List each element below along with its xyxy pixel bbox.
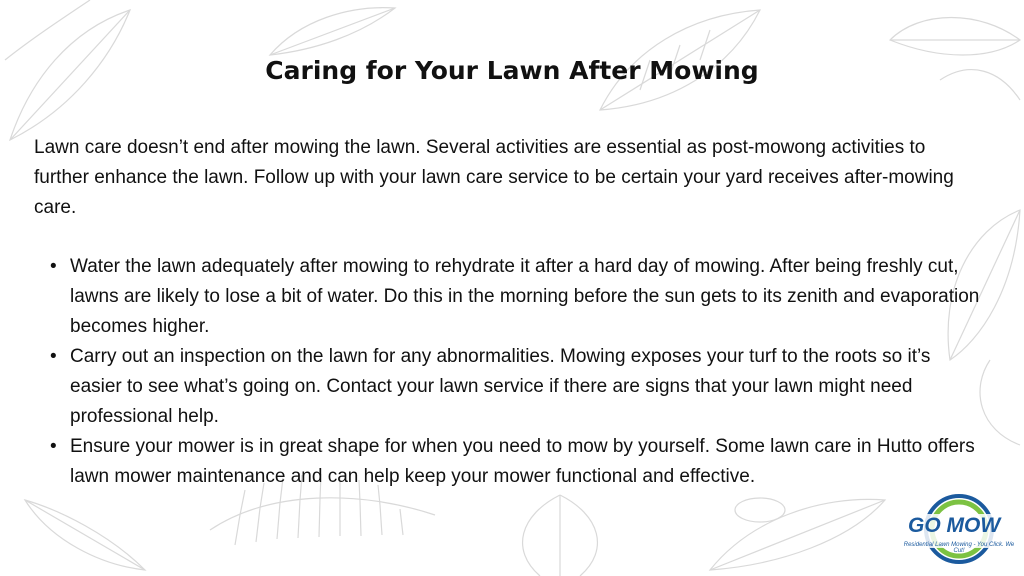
gomow-logo	[900, 494, 1018, 564]
list-item	[44, 342, 984, 432]
list-item-text: Water the lawn adequately after mowing to rehydrate it after a hard day of mowing. After being freshly cut, lawns are likely to lose a bit of water. Do this in the morning before the sun gets to its zenith and evaporation becomes higher.	[70, 256, 980, 337]
bullet-icon: •	[50, 256, 57, 277]
leaf-outline-bottom-center	[500, 490, 620, 576]
intro-paragraph: Lawn care doesn’t end after mowing the lawn. Several activities are essential as post-mowong activities to further enhance the lawn. Follow up with your lawn care service to be certain your yard receives after-mowing care.	[34, 137, 954, 218]
list-item-text: Ensure your mower is in great shape for when you need to mow by yourself. Some lawn care in Hutto offers lawn mower maintenance and can help keep your mower functional and effective.	[70, 436, 975, 487]
page-title: Caring for Your Lawn After Mowing	[265, 56, 759, 85]
bullet-icon: •	[50, 436, 57, 457]
leaf-outline-bottom-right	[700, 480, 890, 576]
leaf-outline-top-center	[260, 0, 400, 60]
list-item	[44, 252, 984, 342]
list-item	[44, 432, 984, 492]
logo-tagline: Residential Lawn Mowing - You Click. We Cut!	[903, 542, 1015, 554]
tips-list	[44, 252, 984, 492]
leaf-outline-bottom-left	[20, 490, 150, 576]
list-item-text: Carry out an inspection on the lawn for any abnormalities. Mowing exposes your turf to the roots so it’s easier to see what’s going on. Contact your lawn service if there are signs that your lawn might need professional help.	[70, 346, 931, 427]
bullet-icon: •	[50, 346, 57, 367]
logo-text: GO MOW	[908, 514, 1001, 537]
